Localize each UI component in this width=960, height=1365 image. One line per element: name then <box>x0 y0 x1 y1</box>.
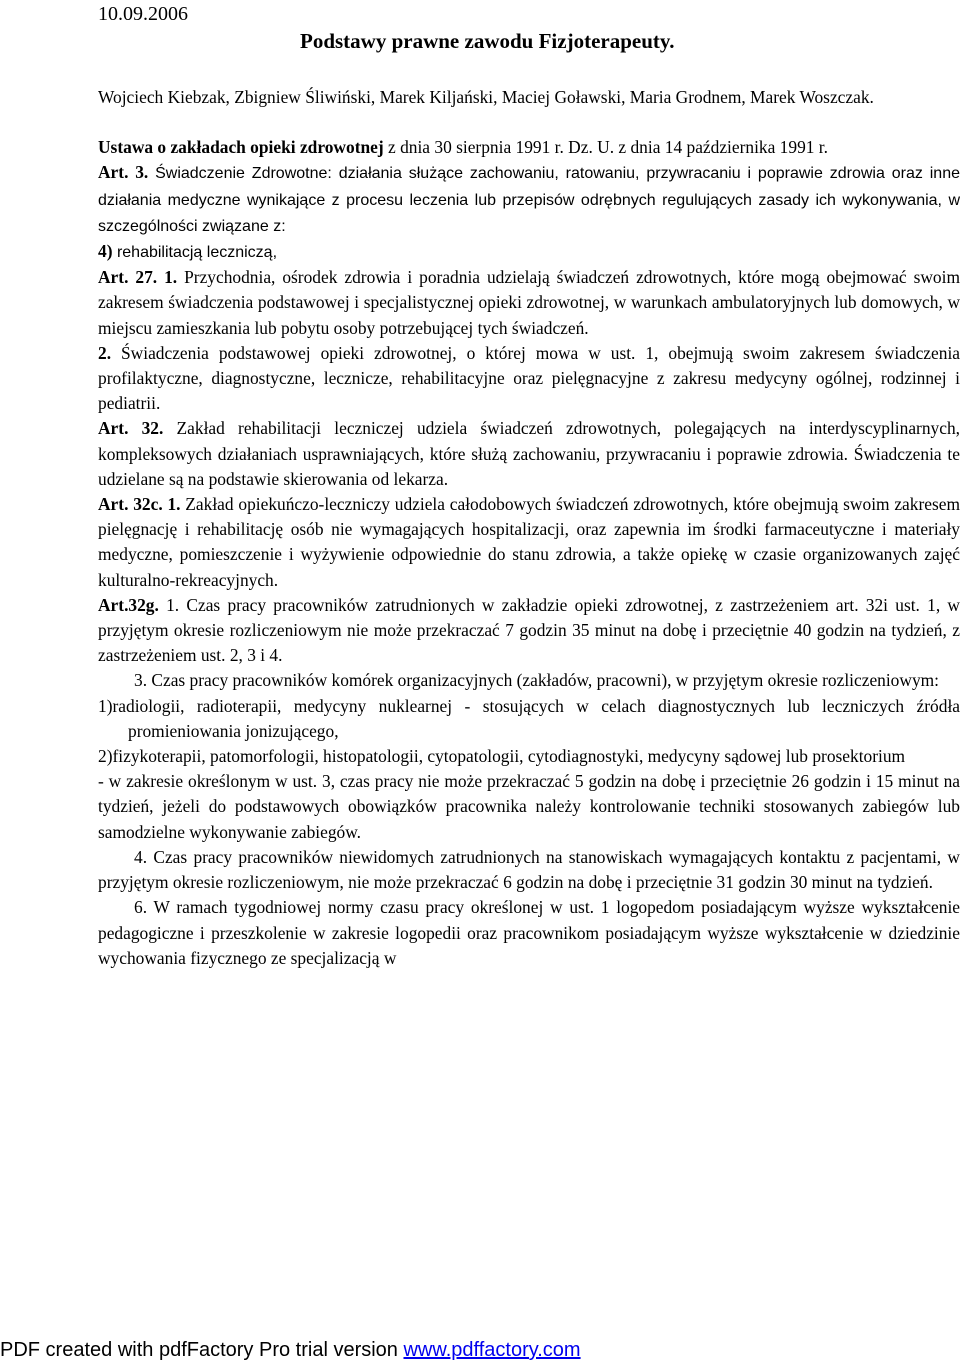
art32g-tail: - w zakresie określonym w ust. 3, czas pracy nie może przekraczać 5 godzin na dobę i przeciętnie 26 godzin i 15 minut na tydzień, jeżeli do podstawowych obowiązków pracownika należy kontrolowanie techniki stosowanych zabiegów lub samodzielne wykonywanie zabiegów. <box>98 771 960 842</box>
art32-label: Art. 32. <box>98 418 164 439</box>
art27-p2: 2. Świadczenia podstawowej opieki zdrowotnej, o której mowa w ust. 1, obejmują swoim zakresem świadczenia profilaktyczne, diagnostyczne, lecznicze, rehabilitacyjne oraz pielęgnacyjne z zakresu medycyny ogólnej, rodzinnej i pediatrii. <box>98 342 960 414</box>
art32-paragraph: Art. 32. Zakład rehabilitacji leczniczej udziela świadczeń zdrowotnych, polegających na interdyscyplinarnych, kompleksowych działaniach usprawniających, które służą zachowaniu, przywracaniu i poprawie zdrowia. Świadczenia te udzielane są na podstawie skierowania od lekarza. <box>98 418 960 489</box>
art32g-p6: 6. W ramach tygodniowej normy czasu pracy określonej w ust. 1 logopedom posiadającym wyższe wykształcenie pedagogiczne i przeszkolenie w zakresie logopedii oraz pracownikom posiadającym wyższe wykształcenie w dziedzinie wychowania fizycznego ze specjalizacją w <box>98 897 960 968</box>
art32c-paragraph: Art. 32c. 1. Zakład opiekuńczo-leczniczy udziela całodobowych świadczeń zdrowotnych, które obejmują swoim zakresem pielęgnację i rehabilitację osób nie wymagających hospitalizacji, oraz zapewnia im środki farmaceutyczne i materiały medyczne, pomieszczenie i wyżywienie odpowiednie do stanu zdrowia, a także opiekę w czasie organizowanych zajęć kulturalno-rekreacyjnych. <box>98 494 960 590</box>
ustawa-paragraph: Ustawa o zakładach opieki zdrowotnej z dnia 30 sierpnia 1991 r. Dz. U. z dnia 14 października 1991 r. <box>98 137 828 158</box>
art27-paragraph: Art. 27. 1. Przychodnia, ośrodek zdrowia i poradnia udzielają świadczeń zdrowotnych, które mogą obejmować swoim zakresem świadczenia podstawowej i specjalistycznej opieki zdrowotnej, w warunkach ambulatoryjnych lub domowych, w miejscu zamieszkania lub pobytu osoby potrzebującej tych świadczeń. <box>98 267 960 338</box>
ustawa-name: Ustawa o zakładach opieki zdrowotnej <box>98 137 384 158</box>
document-date: 10.09.2006 <box>98 3 188 25</box>
art32g-p4: 4. Czas pracy pracowników niewidomych zatrudnionych na stanowiskach wymagających kontaktu z pacjentami, w przyjętym okresie rozliczeniowym, nie może przekraczać 6 godzin na dobę i przeciętnie 31 godzin 30 minut na tydzień. <box>98 846 960 893</box>
art32g-paragraph: Art.32g. 1. Czas pracy pracowników zatrudnionych w zakładzie opieki zdrowotnej, z zastrzeżeniem art. 32i ust. 1, w przyjętym okresie rozliczeniowym nie może przekraczać 7 godzin 35 minut na dobę i przeciętnie 40 godzin na tydzień, z zastrzeżeniem ust. 2, 3 i 4. <box>98 594 960 666</box>
art27-label: Art. 27. 1. <box>98 267 178 288</box>
art32c-label: Art. 32c. 1. <box>98 494 181 515</box>
art32g-item2: 2)fizykoterapii, patomorfologii, histopatologii, cytopatologii, cytodiagnostyki, medycyny sądowej lub prosektorium <box>98 746 906 767</box>
art3-paragraph: Art. 3. Świadczenie Zdrowotne: działania służące zachowaniu, ratowaniu, przywracaniu i poprawie zdrowia oraz inne działania medyczne wynikające z procesu leczenia lub przepisów odrębnych regulujących zasady ich wykonywania, w szczególności związane z: <box>98 162 960 235</box>
art32g-label: Art.32g. <box>98 594 159 615</box>
art3-label: Art. 3. <box>98 162 149 183</box>
art32g-p3: 3. Czas pracy pracowników komórek organizacyjnych (zakładów, pracowni), w przyjętym okresie rozliczeniowym: <box>134 670 939 691</box>
dzu-reference: Dz. U. <box>568 137 615 158</box>
art3-item: 4) rehabilitacją leczniczą, <box>98 241 278 262</box>
document-title: Podstawy prawne zawodu Fizjoterapeuty. <box>300 29 675 53</box>
art32g-item1: 1)radiologii, radioterapii, medycyny nuklearnej - stosujących w celach diagnostycznych lub leczniczych źródła promieniowania jonizującego, <box>98 695 960 741</box>
pdf-footer: PDF created with pdfFactory Pro trial version www.pdffactory.com <box>0 1339 581 1361</box>
document-body <box>98 85 960 971</box>
pdffactory-link[interactable]: www.pdffactory.com <box>403 1339 581 1361</box>
authors-line: Wojciech Kiebzak, Zbigniew Śliwiński, Marek Kiljański, Maciej Goławski, Maria Grodnem, Marek Woszczak. <box>98 87 874 107</box>
